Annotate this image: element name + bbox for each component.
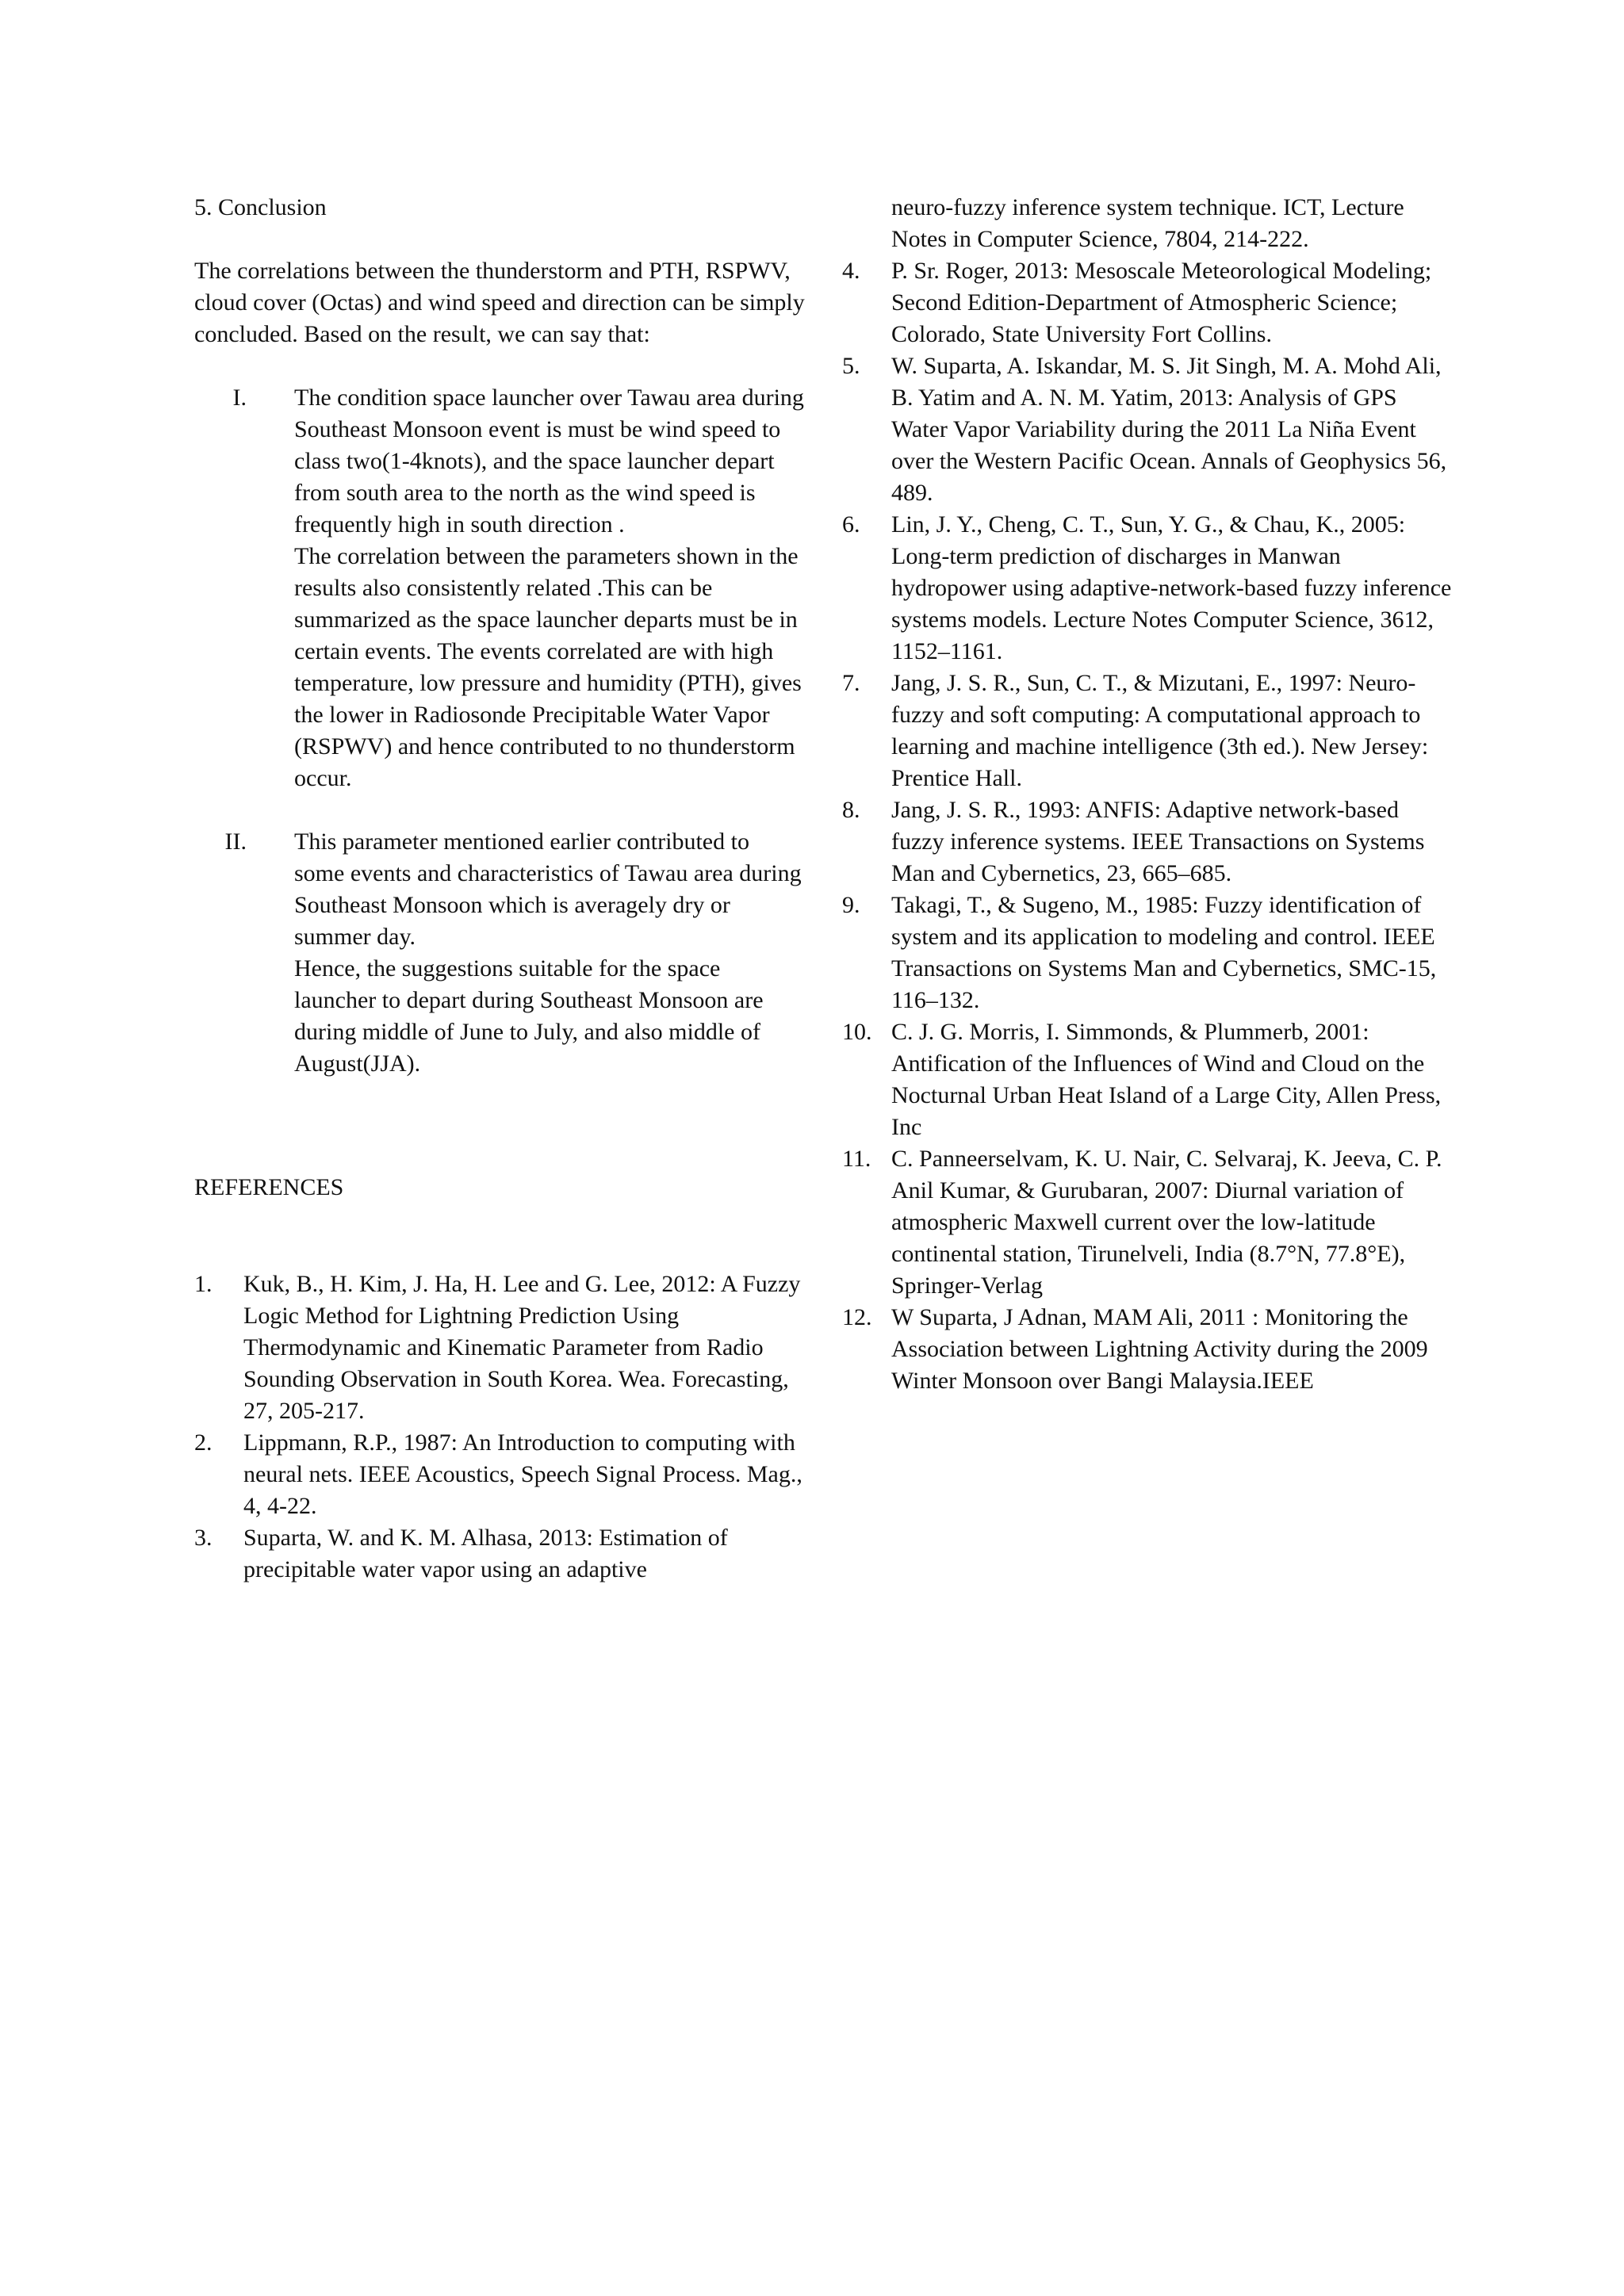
reference-text: W. Suparta, A. Iskandar, M. S. Jit Singh, M. A. Mohd Ali, B. Yatim and A. N. M. Yatim, 2013: Analysis of GPS Water Vapor Variability during the 2011 La Niña Event over the Western Pacific Ocean. Annals of Geophysics 56, 489. xyxy=(891,353,1447,506)
reference-item-6 xyxy=(842,509,1453,668)
reference-text: neuro-fuzzy inference system technique. ICT, Lecture Notes in Computer Science, 7804, 214-222. xyxy=(891,194,1404,252)
conclusion-item-number: I. xyxy=(232,385,247,411)
reference-number: 8. xyxy=(842,797,860,823)
reference-text: W Suparta, J Adnan, MAM Ali, 2011 : Monitoring the Association between Lightning Activity during the 2009 Winter Monsoon over Bangi Malaysia.IEEE xyxy=(891,1304,1428,1394)
reference-text: C. J. G. Morris, I. Simmonds, & Plummerb, 2001: Antification of the Influences of Wind and Cloud on the Nocturnal Urban Heat Island of a Large City, Allen Press, Inc xyxy=(891,1019,1442,1140)
conclusion-item-1 xyxy=(194,382,805,794)
reference-item-7 xyxy=(842,668,1453,794)
reference-number: 6. xyxy=(842,511,860,538)
reference-item-9 xyxy=(842,890,1453,1016)
reference-item-12 xyxy=(842,1302,1453,1397)
reference-number: 7. xyxy=(842,670,860,696)
reference-number: 10. xyxy=(842,1019,872,1045)
reference-number: 11. xyxy=(842,1146,871,1172)
reference-item-10 xyxy=(842,1016,1453,1143)
reference-text: Lippmann, R.P., 1987: An Introduction to computing with neural nets. IEEE Acoustics, Speech Signal Process. Mag., 4, 4-22. xyxy=(243,1429,802,1519)
reference-item-11 xyxy=(842,1143,1453,1302)
reference-continuation xyxy=(842,192,1453,255)
left-column xyxy=(194,192,805,1586)
reference-item-1 xyxy=(194,1269,805,1427)
conclusion-heading: 5. Conclusion xyxy=(194,194,327,220)
reference-item-8 xyxy=(842,794,1453,890)
conclusion-item-paragraph: The condition space launcher over Tawau area during Southeast Monsoon event is must be wind speed to class two(1-4knots), and the space launcher depart from south area to the north as the wind speed is frequently high in south direction . xyxy=(294,385,804,538)
reference-number: 9. xyxy=(842,892,860,918)
reference-number: 5. xyxy=(842,353,860,379)
reference-number: 4. xyxy=(842,258,860,284)
reference-text: Takagi, T., & Sugeno, M., 1985: Fuzzy identification of system and its application to modeling and control. IEEE Transactions on Systems Man and Cybernetics, SMC-15, 116–132. xyxy=(891,892,1437,1013)
conclusion-item-paragraph: This parameter mentioned earlier contributed to some events and characteristics of Tawau area during Southeast Monsoon which is averagely dry or summer day. xyxy=(294,828,802,950)
reference-text: Suparta, W. and K. M. Alhasa, 2013: Estimation of precipitable water vapor using an adaptive xyxy=(243,1525,728,1582)
reference-item-5 xyxy=(842,350,1453,509)
right-column xyxy=(842,192,1453,1397)
reference-number: 12. xyxy=(842,1304,872,1330)
reference-number: 2. xyxy=(194,1429,213,1456)
reference-number: 1. xyxy=(194,1271,213,1297)
reference-item-3 xyxy=(194,1522,805,1586)
reference-text: Jang, J. S. R., 1993: ANFIS: Adaptive network-based fuzzy inference systems. IEEE Transactions on Systems Man and Cybernetics, 23, 665–685. xyxy=(891,797,1425,886)
conclusion-item-2 xyxy=(194,826,805,1080)
reference-text: C. Panneerselvam, K. U. Nair, C. Selvaraj, K. Jeeva, C. P. Anil Kumar, & Gurubaran, 2007: Diurnal variation of atmospheric Maxwell current over the low-latitude continental station, Tirunelveli, India (8.7°N, 77.8°E), Springer-Verlag xyxy=(891,1146,1442,1299)
conclusion-item-number: II. xyxy=(224,828,247,855)
reference-text: Jang, J. S. R., Sun, C. T., & Mizutani, E., 1997: Neuro-fuzzy and soft computing: A computational approach to learning and machine intelligence (3th ed.). New Jersey: Prentice Hall. xyxy=(891,670,1429,791)
reference-item-2 xyxy=(194,1427,805,1522)
reference-number: 3. xyxy=(194,1525,213,1551)
reference-item-4 xyxy=(842,255,1453,350)
conclusion-item-paragraph: Hence, the suggestions suitable for the space launcher to depart during Southeast Monsoon are during middle of June to July, and also middle of August(JJA). xyxy=(294,955,764,1077)
references-heading: REFERENCES xyxy=(194,1174,344,1200)
reference-text: Kuk, B., H. Kim, J. Ha, H. Lee and G. Lee, 2012: A Fuzzy Logic Method for Lightning Prediction Using Thermodynamic and Kinematic Parameter from Radio Sounding Observation in South Korea. Wea. Forecasting, 27, 205-217. xyxy=(243,1271,801,1424)
reference-text: Lin, J. Y., Cheng, C. T., Sun, Y. G., & Chau, K., 2005: Long-term prediction of discharges in Manwan hydropower using adaptive-network-based fuzzy inference systems models. Lecture Notes Computer Science, 3612, 1152–1161. xyxy=(891,511,1452,664)
conclusion-item-paragraph: The correlation between the parameters shown in the results also consistently related .This can be summarized as the space launcher departs must be in certain events. The events correlated are with high temperature, low pressure and humidity (PTH), gives the lower in Radiosonde Precipitable Water Vapor (RSPWV) and hence contributed to no thunderstorm occur. xyxy=(294,543,802,791)
conclusion-intro: The correlations between the thunderstorm and PTH, RSPWV, cloud cover (Octas) and wind speed and direction can be simply concluded. Based on the result, we can say that: xyxy=(194,258,805,347)
reference-text: P. Sr. Roger, 2013: Mesoscale Meteorological Modeling; Second Edition-Department of Atmospheric Science; Colorado, State University Fort Collins. xyxy=(891,258,1432,347)
